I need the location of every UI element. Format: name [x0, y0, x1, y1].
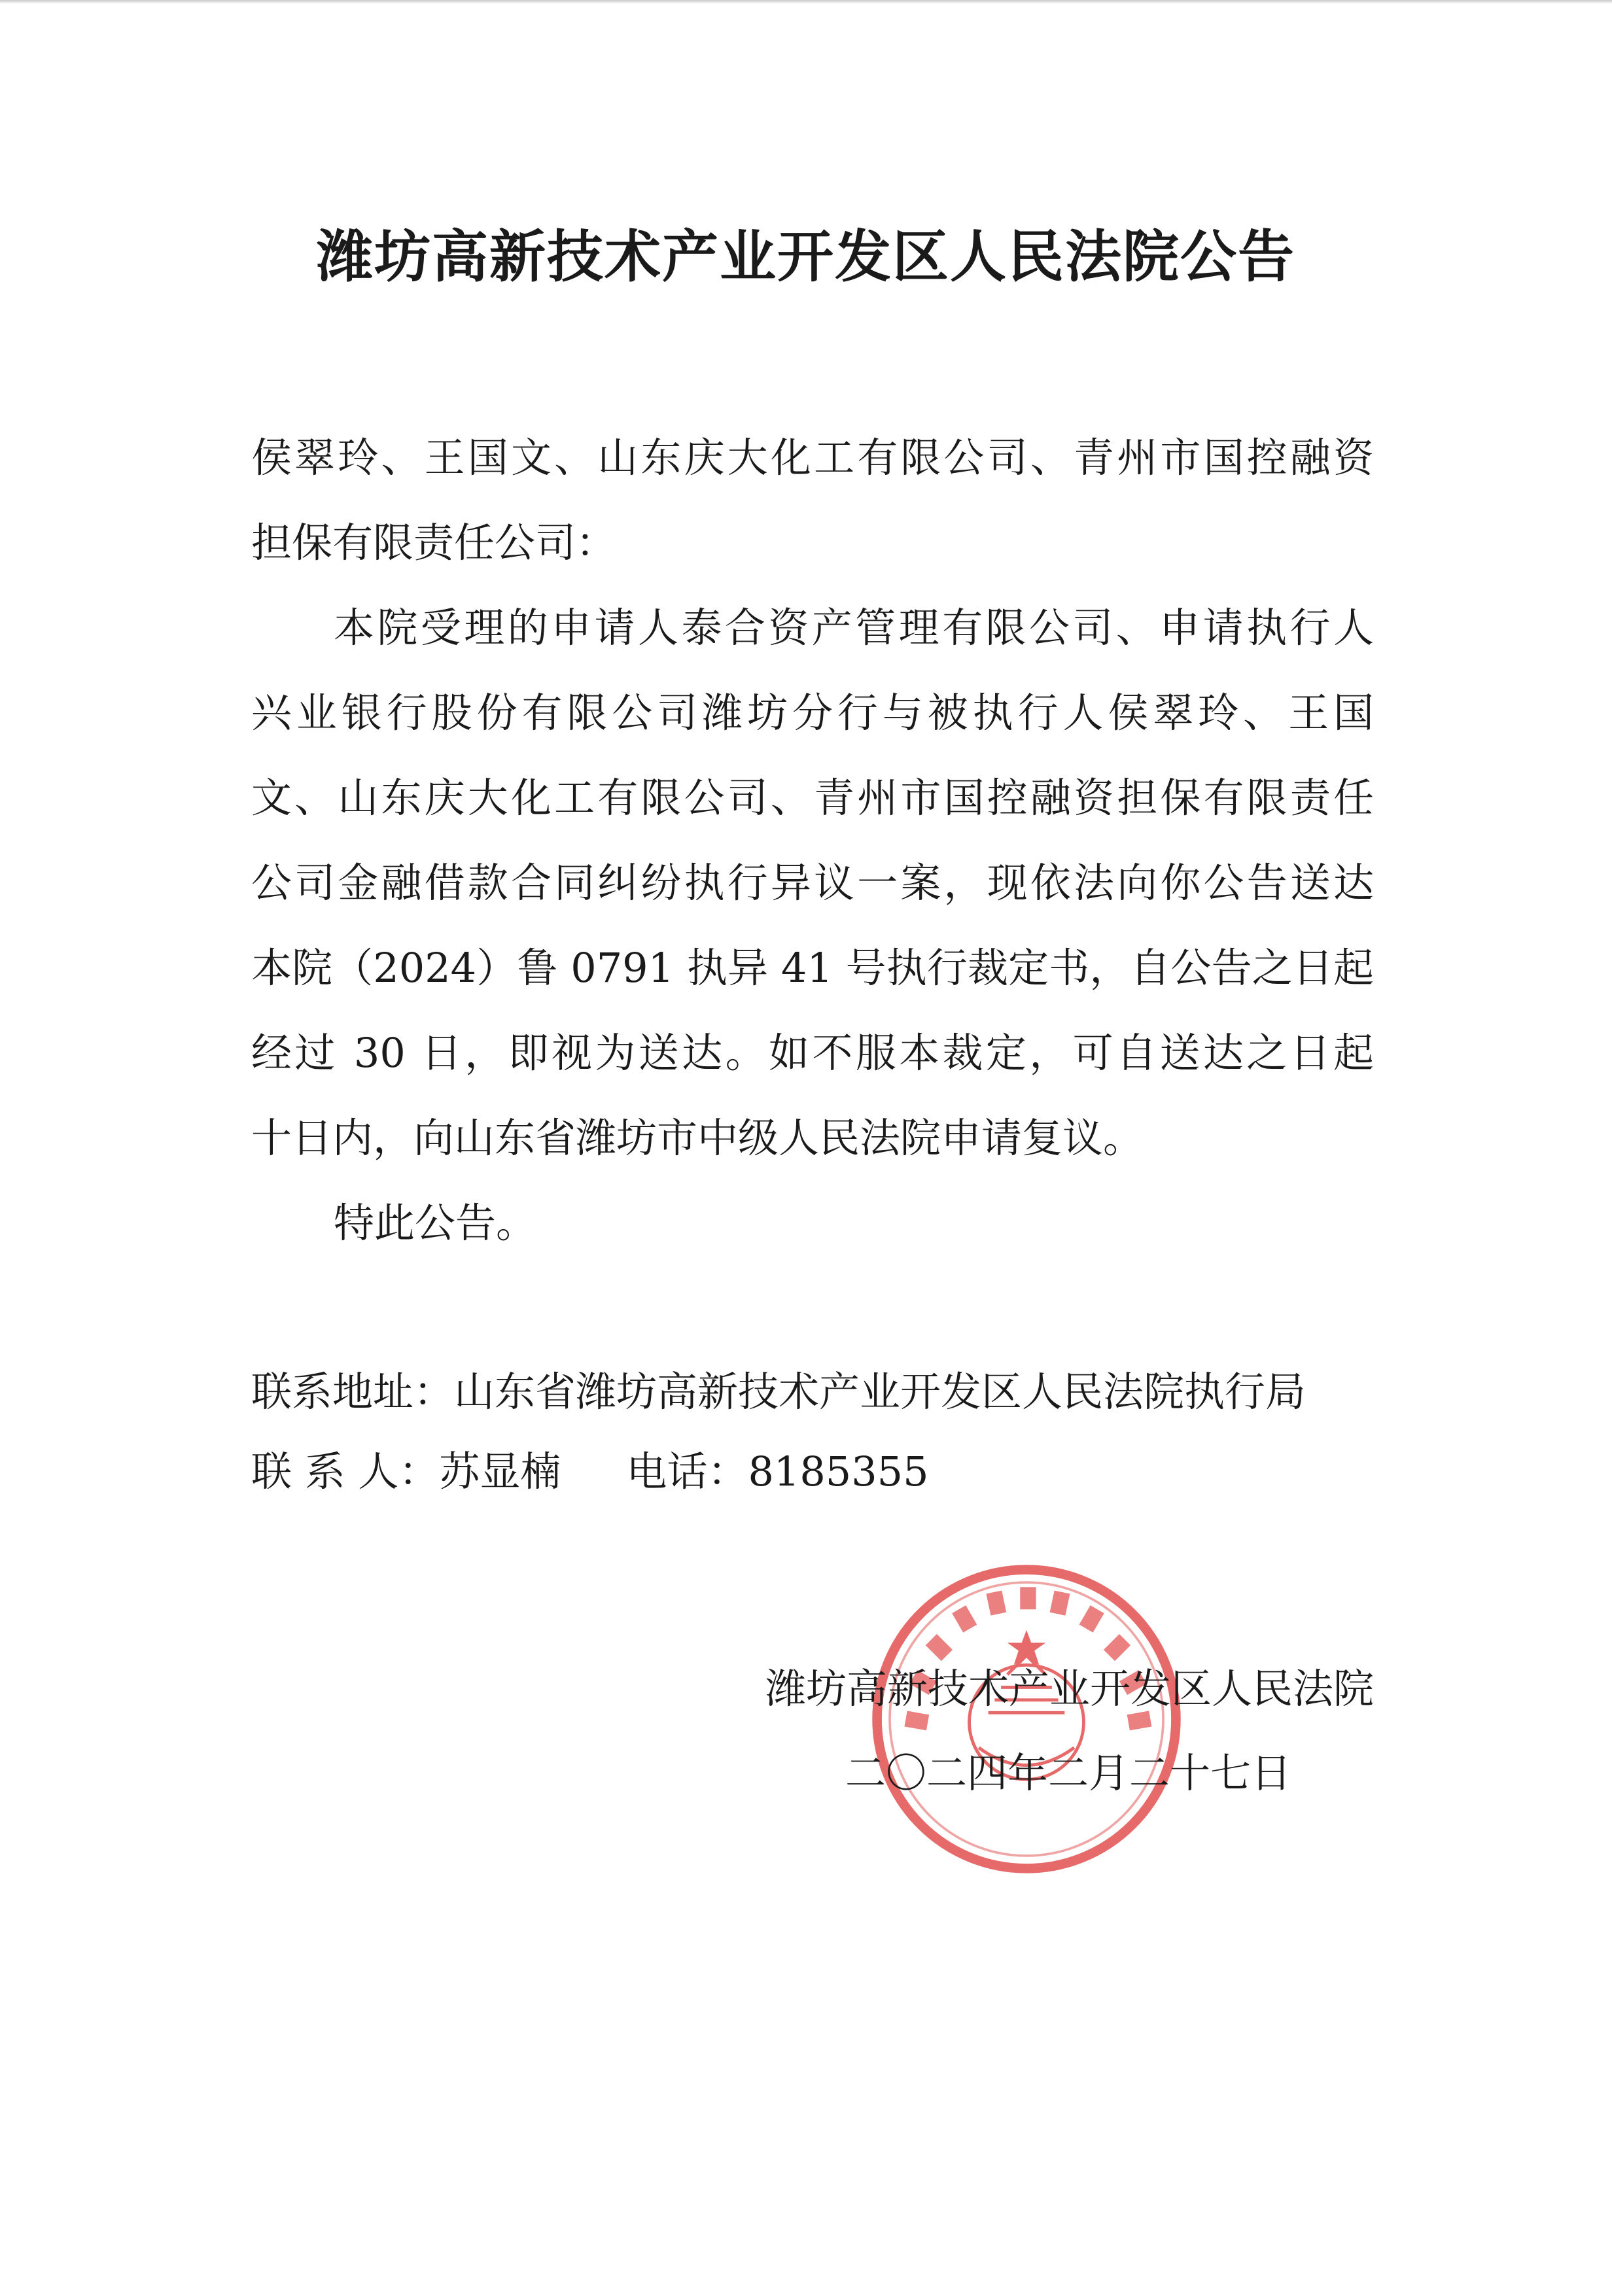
- addressee-line-1: 侯翠玲、王国文、山东庆大化工有限公司、青州市国控融资: [251, 434, 1374, 481]
- body-line-6: 经过 30 日，即视为送达。如不服本裁定，可自送达之日起: [251, 1029, 1374, 1077]
- contact-person-value: 苏显楠: [439, 1448, 561, 1495]
- court-seal-icon: [867, 1560, 1185, 1878]
- addressee-line-2: 担保有限责任公司：: [251, 519, 617, 566]
- signature-court: 潍坊高新技术产业开发区人民法院: [765, 1665, 1374, 1713]
- contact-person-row: [251, 1446, 929, 1498]
- contact-phone-value: 8185355: [748, 1448, 929, 1495]
- contact-person-label: 联 系 人：: [251, 1448, 440, 1495]
- scan-edge: [0, 0, 1612, 4]
- body-line-4: 公司金融借款合同纠纷执行异议一案，现依法向你公告送达: [251, 859, 1374, 907]
- body-line-7: 十日内，向山东省潍坊市中级人民法院申请复议。: [251, 1114, 1144, 1162]
- body-line-3: 文、山东庆大化工有限公司、青州市国控融资担保有限责任: [251, 774, 1374, 822]
- body-line-5: 本院（2024）鲁 0791 执异 41 号执行裁定书，自公告之日起: [251, 944, 1374, 992]
- contact-address-row: [251, 1366, 1306, 1418]
- contact-address-value: 山东省潍坊高新技术产业开发区人民法院执行局: [454, 1368, 1306, 1416]
- signature-date: 二〇二四年二月二十七日: [845, 1749, 1291, 1797]
- contact-address-label: 联系地址：: [251, 1368, 455, 1416]
- body-line-1: 本院受理的申请人泰合资产管理有限公司、申请执行人: [334, 604, 1374, 652]
- contact-phone-label: 电话：: [626, 1448, 748, 1495]
- page-title: 潍坊高新技术产业开发区人民法院公告: [317, 224, 1295, 290]
- body-line-2: 兴业银行股份有限公司潍坊分行与被执行人侯翠玲、王国: [251, 689, 1374, 737]
- closing-text: 特此公告。: [334, 1199, 537, 1247]
